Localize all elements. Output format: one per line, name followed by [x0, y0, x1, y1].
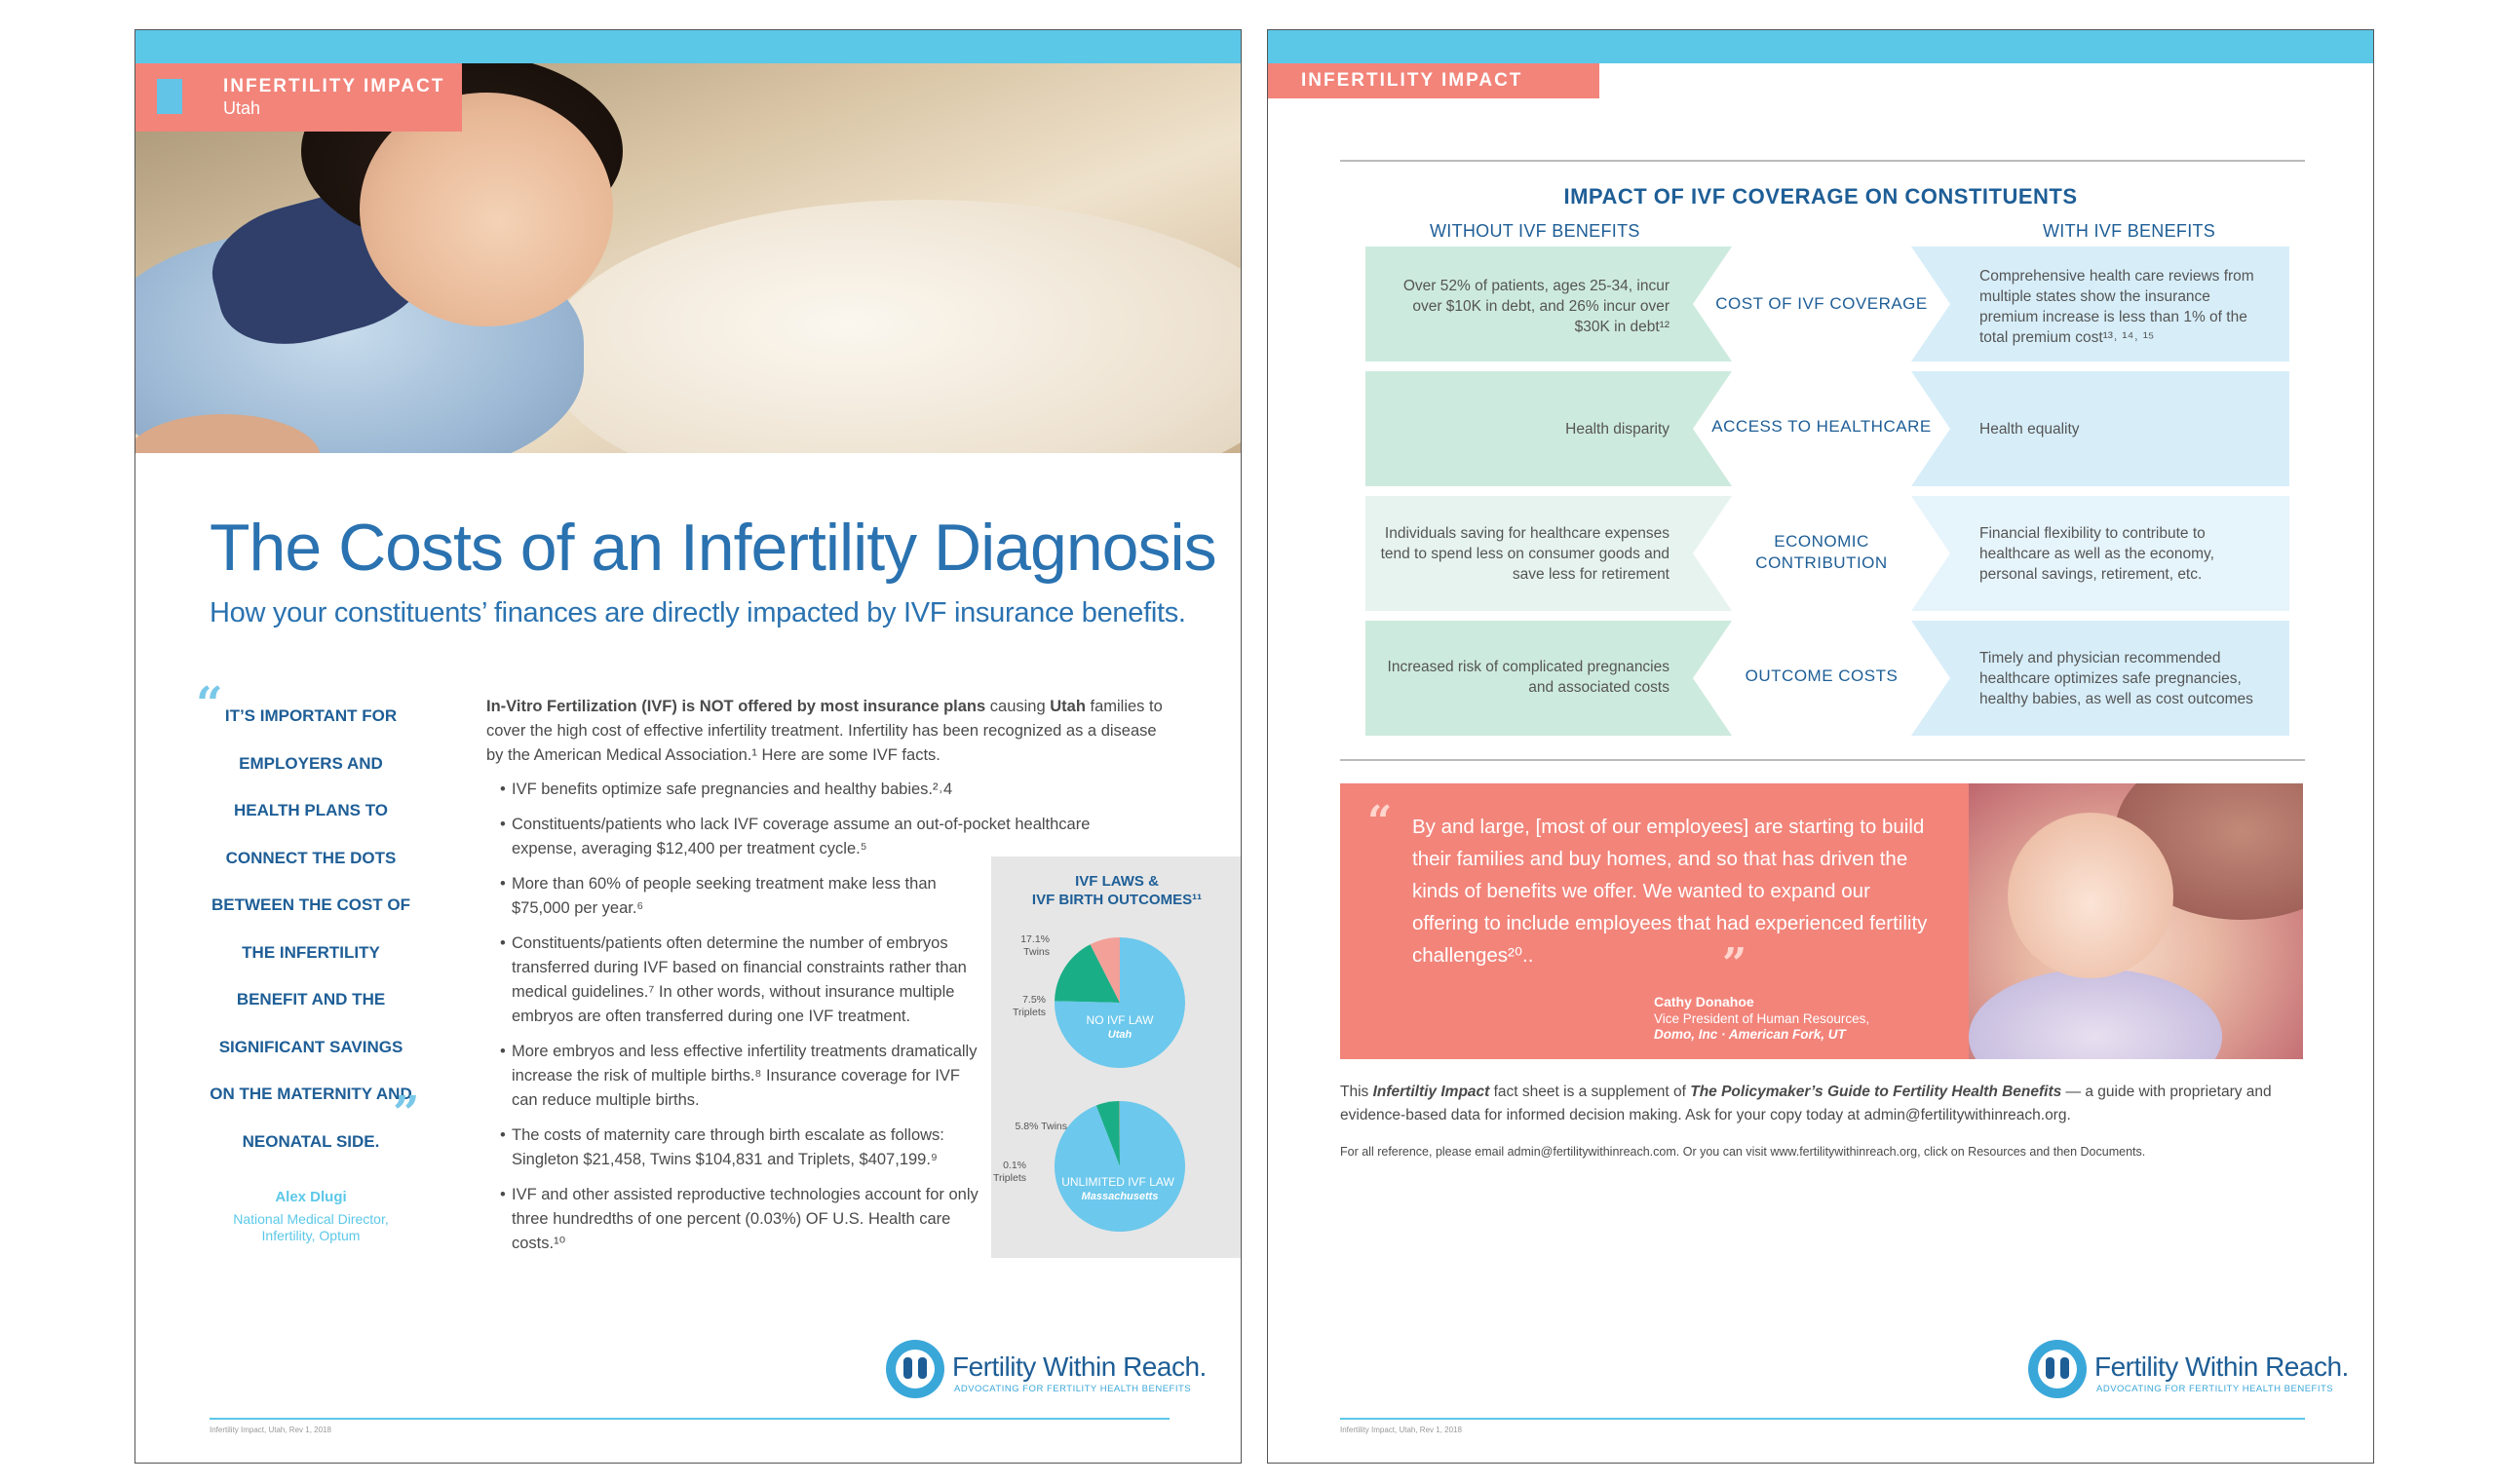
list-item: • Constituents/patients often determine the number of embryos transferred during IVF based on financial constraints rather than medical guidelines.⁷ In other words, without insurance multiple embryos are often transferred during one IVF treatment. — [506, 932, 989, 1029]
row-category: ACCESS TO HEALTHCARE — [1711, 417, 1932, 436]
employer-quote-role: Vice President of Human Resources, Domo, Inc · American Fork, UT — [1654, 1011, 1870, 1042]
birth-outcomes-pie-charts — [991, 856, 1242, 1258]
list-item: • More than 60% of people seeking treatment make less than $75,000 per year.⁶ — [506, 872, 989, 921]
pie-center-sublabel: Utah — [1107, 1029, 1132, 1041]
pie-slice-label: 0.1% — [1003, 1160, 1026, 1171]
employer-quote-panel — [1340, 783, 1969, 1059]
pie-slice-label: Triplets — [992, 1172, 1026, 1184]
infertility-impact-tag — [135, 63, 462, 132]
employer-quote-author: Cathy Donahoe — [1654, 994, 1754, 1009]
section-title: IMPACT OF IVF COVERAGE ON CONSTITUENTS — [1563, 184, 2078, 209]
pull-quote-text: IT’S IMPORTANT FOR EMPLOYERS AND HEALTH PLANS TO CONNECT THE DOTS BETWEEN THE COST OF THE INFERTILITY BENEFIT AND THE SIGNIFICANT SAVINGS ON THE MATERNITY AND NEONATAL SIDE. — [210, 706, 412, 1151]
fertility-within-reach-logo: Fertility Within Reach. ADVOCATING FOR FERTILITY HEALTH BENEFITS — [886, 1336, 1178, 1404]
top-accent-bar — [135, 30, 1241, 63]
page-subtitle: How your constituents’ finances are directly impacted by IVF insurance benefits. — [210, 597, 1186, 628]
tag-title: INFERTILITY IMPACT — [223, 76, 445, 96]
employer-quote-text: By and large, [most of our employees] are starting to build their families and buy homes, and so that has driven the kinds of benefits we offer. We wanted to expand our offering to include employees that had experienced fertility challenges²⁰.. — [1412, 816, 1928, 967]
fertility-within-reach-logo: Fertility Within Reach. ADVOCATING FOR FERTILITY HEALTH BENEFITS — [2028, 1336, 2321, 1404]
pie-center-sublabel: Massachusetts — [1081, 1191, 1159, 1202]
row-category: ECONOMIC CONTRIBUTION — [1755, 532, 1888, 572]
intro-paragraph: In-Vitro Fertilization (IVF) is NOT offered by most insurance plans causing Utah families to cover the high cost of effective infertility treatment. Infertility has been recognized as a disease by the American Medical Association.¹ Here are some IVF facts. — [486, 698, 1163, 764]
pie-slice-label: Twins — [1023, 946, 1050, 958]
infertility-impact-tag: INFERTILITY IMPACT — [1268, 63, 1599, 98]
page-title: The Costs of an Infertility Diagnosis — [210, 511, 1216, 585]
list-item: • The costs of maternity care through birth escalate as follows: Singleton $21,458, Twins $104,831 and Triplets, $407,199.⁹ — [506, 1123, 989, 1172]
pie-slice-label: 7.5% — [1022, 994, 1046, 1006]
column-header-with: WITH IVF BENEFITS — [2043, 221, 2216, 241]
pie-slice-other — [1055, 1101, 1185, 1232]
pie-center-label: NO IVF LAW — [1086, 1013, 1154, 1027]
sidebox-title: IVF LAWS & IVF BIRTH OUTCOMES¹¹ — [1031, 873, 1203, 908]
ivf-laws-sidebox — [991, 856, 1242, 1258]
fact-sheet-page-1 — [134, 29, 1242, 1464]
row-right-text: Timely and physician recommended healthcare optimizes safe pregnancies, healthy babies, as well as cost outcomes — [1979, 650, 2253, 707]
photo-mother-and-baby — [1969, 783, 2303, 1059]
pie-slice-label: 17.1% — [1020, 933, 1050, 945]
row-category: COST OF IVF COVERAGE — [1715, 294, 1928, 313]
pie-slice-label: 5.8% Twins — [1015, 1121, 1067, 1132]
footer-text: Infertility Impact, Utah, Rev 1, 2018 — [1340, 1426, 1462, 1434]
column-header-without: WITHOUT IVF BENEFITS — [1430, 221, 1640, 241]
pull-quote-role: National Medical Director, Infertility, Optum — [233, 1211, 389, 1243]
supplement-note: This Infertiltiy Impact fact sheet is a supplement of The Policymaker’s Guide to Fertility Health Benefits — a guide with proprietary and evidence-based data for informed decision making. Ask for your copy today at admin@fertilitywithinreach.org. — [1340, 1084, 2272, 1123]
list-item: • Constituents/patients who lack IVF coverage assume an out-of-pocket healthcare expense, averaging $12,400 per treatment cycle.⁵ — [506, 813, 1135, 861]
row-right-text: Health equality — [1979, 421, 2080, 438]
row-left-text: Individuals saving for healthcare expenses tend to spend less on consumer goods and save less for retirement — [1380, 525, 1670, 583]
close-quote-icon: ” — [1722, 939, 1747, 989]
list-item: • More embryos and less effective infertility treatments dramatically increase the risk of multiple births.⁸ Insurance coverage for IVF can reduce multiple births. — [506, 1040, 989, 1113]
fact-sheet-page-2 — [1267, 29, 2374, 1464]
row-left-text: Over 52% of patients, ages 25-34, incur over $10K in debt, and 26% incur over $30K in debt¹² — [1402, 278, 1670, 335]
divider — [1340, 759, 2305, 761]
close-quote-icon: ” — [393, 1086, 420, 1141]
pie-slice-label: Triplets — [1012, 1007, 1046, 1018]
row-left-text: Health disparity — [1565, 421, 1670, 438]
pull-quote-author: Alex Dlugi — [275, 1189, 347, 1205]
pie-center-label: UNLIMITED IVF LAW — [1061, 1175, 1174, 1189]
list-item: • IVF benefits optimize safe pregnancies and healthy babies.²˒4 — [506, 778, 1169, 802]
row-right-text: Comprehensive health care reviews from multiple states show the insurance premium increase is less than 1% of the total premium cost¹³˒ ¹⁴˒ ¹⁵ — [1979, 268, 2254, 346]
list-item: • IVF and other assisted reproductive technologies account for only three hundredths of one percent (0.03%) OF U.S. Health care costs.¹⁰ — [506, 1183, 989, 1256]
footer-rule — [1340, 1418, 2305, 1420]
tag-state: Utah — [223, 98, 261, 118]
pull-quote — [196, 677, 420, 1244]
row-category: OUTCOME COSTS — [1745, 666, 1899, 685]
reference-note: For all reference, please email admin@fertilitywithinreach.com. Or you can visit www.fertilitywithinreach.org, click on Resources and then Documents. — [1340, 1145, 2146, 1159]
open-quote-icon: “ — [1367, 797, 1393, 847]
footer-text: Infertility Impact, Utah, Rev 1, 2018 — [210, 1426, 331, 1434]
row-right-text: Financial flexibility to contribute to healthcare as well as the economy, personal savings, retirement, etc. — [1979, 525, 2214, 583]
state-marker-icon — [157, 79, 182, 114]
row-left-text: Increased risk of complicated pregnancies and associated costs — [1387, 659, 1670, 696]
open-quote-icon: “ — [196, 677, 223, 732]
footer-rule — [210, 1418, 1170, 1420]
